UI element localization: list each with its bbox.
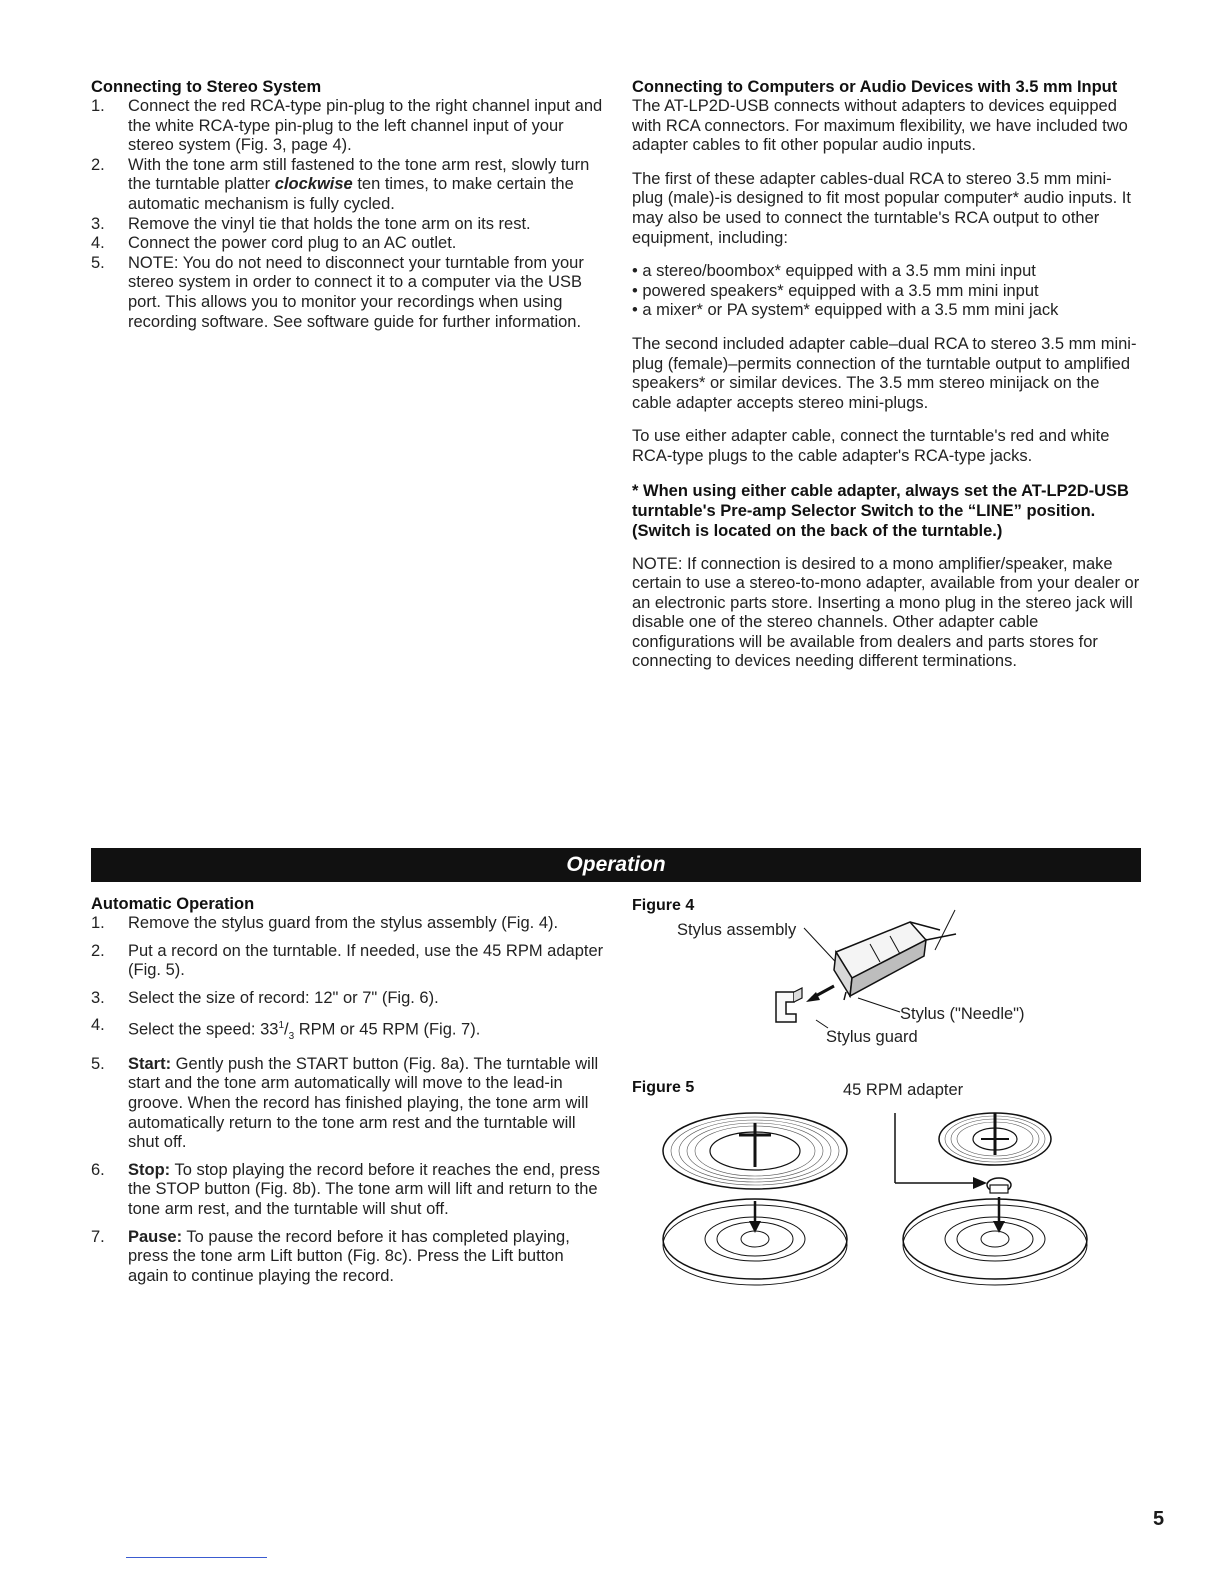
step-item: 5. NOTE: You do not need to disconnect your turntable from your stereo system in order to connect it to a computer via the USB port. This allows you to monitor your recordings when using recording software. See software guide for further information. [91,253,584,331]
step-item: 4. Connect the power cord plug to an AC outlet. [91,234,457,253]
computer-section [632,77,1142,686]
emphasis-text: clockwise [274,175,353,194]
paragraph: The AT-LP2D-USB connects without adapters to devices equipped with RCA connectors. For maximum flexibility, we have included two adapter cables to fit other popular audio inputs. [632,97,1128,155]
step-item: 7. Pause: To pause the record before it has completed playing, press the tone arm Lift button (Fig. 8c). Press the Lift button again to continue playing the record. [91,1227,570,1285]
section-title: Connecting to Stereo System [91,78,322,96]
stereo-steps [91,97,603,332]
step-item: 3. Select the size of record: 12" or 7" (Fig. 6). [91,988,439,1007]
stylus-illustration [760,900,970,1040]
warning-note: * When using either cable adapter, always set the AT-LP2D-USB turntable's Pre-amp Selector Switch to the “LINE” position. (Switch is located on the back of the turntable.) [632,481,1129,540]
list-item: • a stereo/boombox* equipped with a 3.5 mm mini input [632,262,1142,282]
operation-banner: Operation [91,848,1141,882]
equipment-list [632,262,1142,321]
note-paragraph: NOTE: If connection is desired to a mono amplifier/speaker, make certain to use a stereo-to-mono adapter, available from your dealer or an electronic parts store. Inserting a mono plug in the stereo jack will disable one of the stereo channels. Other adapter cable configurations will be available from dealers and parts stores for connecting to devices needing different terminations. [632,554,1140,671]
rpm-adapter-label: 45 RPM adapter [843,1081,964,1099]
platter-right [903,1199,1087,1285]
record-illustration [655,1105,1105,1300]
operation-steps [91,914,606,1286]
step-item: 2. Put a record on the turntable. If needed, use the 45 RPM adapter (Fig. 5). [91,941,604,980]
stylus-assembly-label: Stylus assembly [677,921,797,939]
list-item: • powered speakers* equipped with a 3.5 mm mini input [632,282,1142,302]
footer-divider [126,1557,267,1558]
paragraph: To use either adapter cable, connect the turntable's red and white RCA-type plugs to the cable adapter's RCA-type jacks. [632,427,1110,465]
step-item: 1. Remove the stylus guard from the stylus assembly (Fig. 4). [91,914,559,932]
step-item: 2. With the tone arm still fastened to the tone arm rest, slowly turn the turntable platter clockwise ten times, to make certain the automatic mechanism is fully cycled. [91,155,590,213]
paragraph: The second included adapter cable–dual RCA to stereo 3.5 mm mini-plug (female)–permits connection of the turntable output to amplified speakers* or similar devices. The 3.5 mm stereo minijack on the cable adapter accepts stereo mini-plugs. [632,334,1137,412]
section-title: Connecting to Computers or Audio Devices with 3.5 mm Input [632,78,1118,96]
step-item: 1. Connect the red RCA-type pin-plug to the right channel input and the white RCA-type pin-plug to the left channel input of your stereo system (Fig. 3, page 4). [91,97,603,155]
stereo-section [91,77,603,332]
step-item: 5. Start: Gently push the START button (Fig. 8a). The turntable will start and the tone arm automatically will move to the lead-in groove. When the record has finished playing, the tone arm will automatically return to the tone arm rest and the turntable will shut off. [91,1054,599,1152]
figure5-label: Figure 5 [632,1079,695,1096]
list-item: • a mixer* or PA system* equipped with a 3.5 mm mini jack [632,301,1142,321]
section-title: Automatic Operation [91,895,255,913]
step-item: 6. Stop: To stop playing the record before it reaches the end, press the STOP button (Fig. 8b). The tone arm will lift and return to the tone arm rest, and the turntable will shut off. [91,1160,601,1218]
stylus-needle-label: Stylus ("Needle") [900,1005,1025,1023]
stylus-guard-label: Stylus guard [826,1028,918,1046]
page-number: 5 [1153,1508,1165,1530]
operation-section [91,894,606,1286]
paragraph: The first of these adapter cables-dual RCA to stereo 3.5 mm mini-plug (male)-is designed to fit most popular computer* audio inputs. It may also be used to connect the turntable's RCA output to other equipment, including: [632,169,1131,247]
figure4-label: Figure 4 [632,897,695,914]
step-item: 3. Remove the vinyl tie that holds the tone arm on its rest. [91,214,531,233]
step-item: 4. Select the speed: $33^1/_3$ RPM or 45 RPM (Fig. 7). [91,1016,481,1043]
